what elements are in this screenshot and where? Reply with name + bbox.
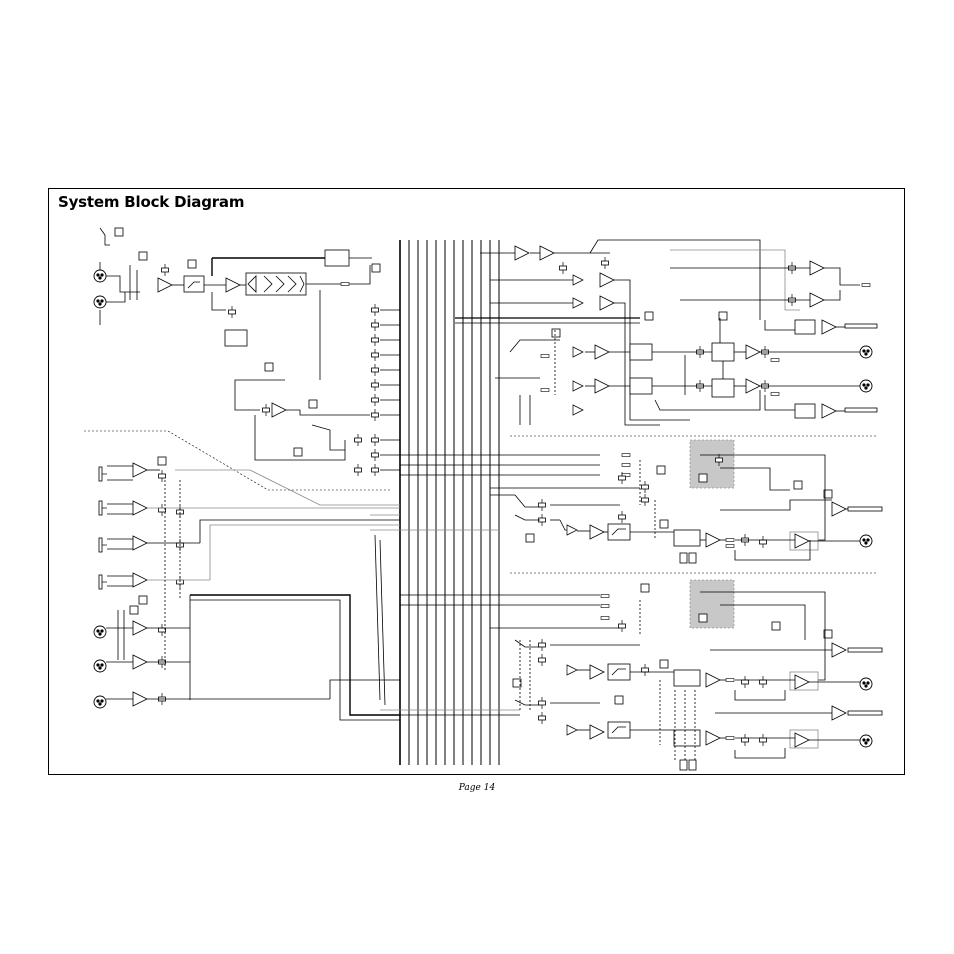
bus-feeds xyxy=(370,455,600,715)
channel-inputs xyxy=(94,457,400,720)
output-section-bottom xyxy=(490,580,882,770)
master-input-section xyxy=(94,228,380,371)
page-number: Page 14 xyxy=(458,783,496,793)
output-section-mid xyxy=(490,440,882,563)
section-divider xyxy=(84,431,876,573)
page-title: System Block Diagram xyxy=(58,193,245,211)
master-fader-stack xyxy=(235,290,400,476)
output-section-top xyxy=(455,240,877,425)
mix-buses xyxy=(400,240,499,765)
